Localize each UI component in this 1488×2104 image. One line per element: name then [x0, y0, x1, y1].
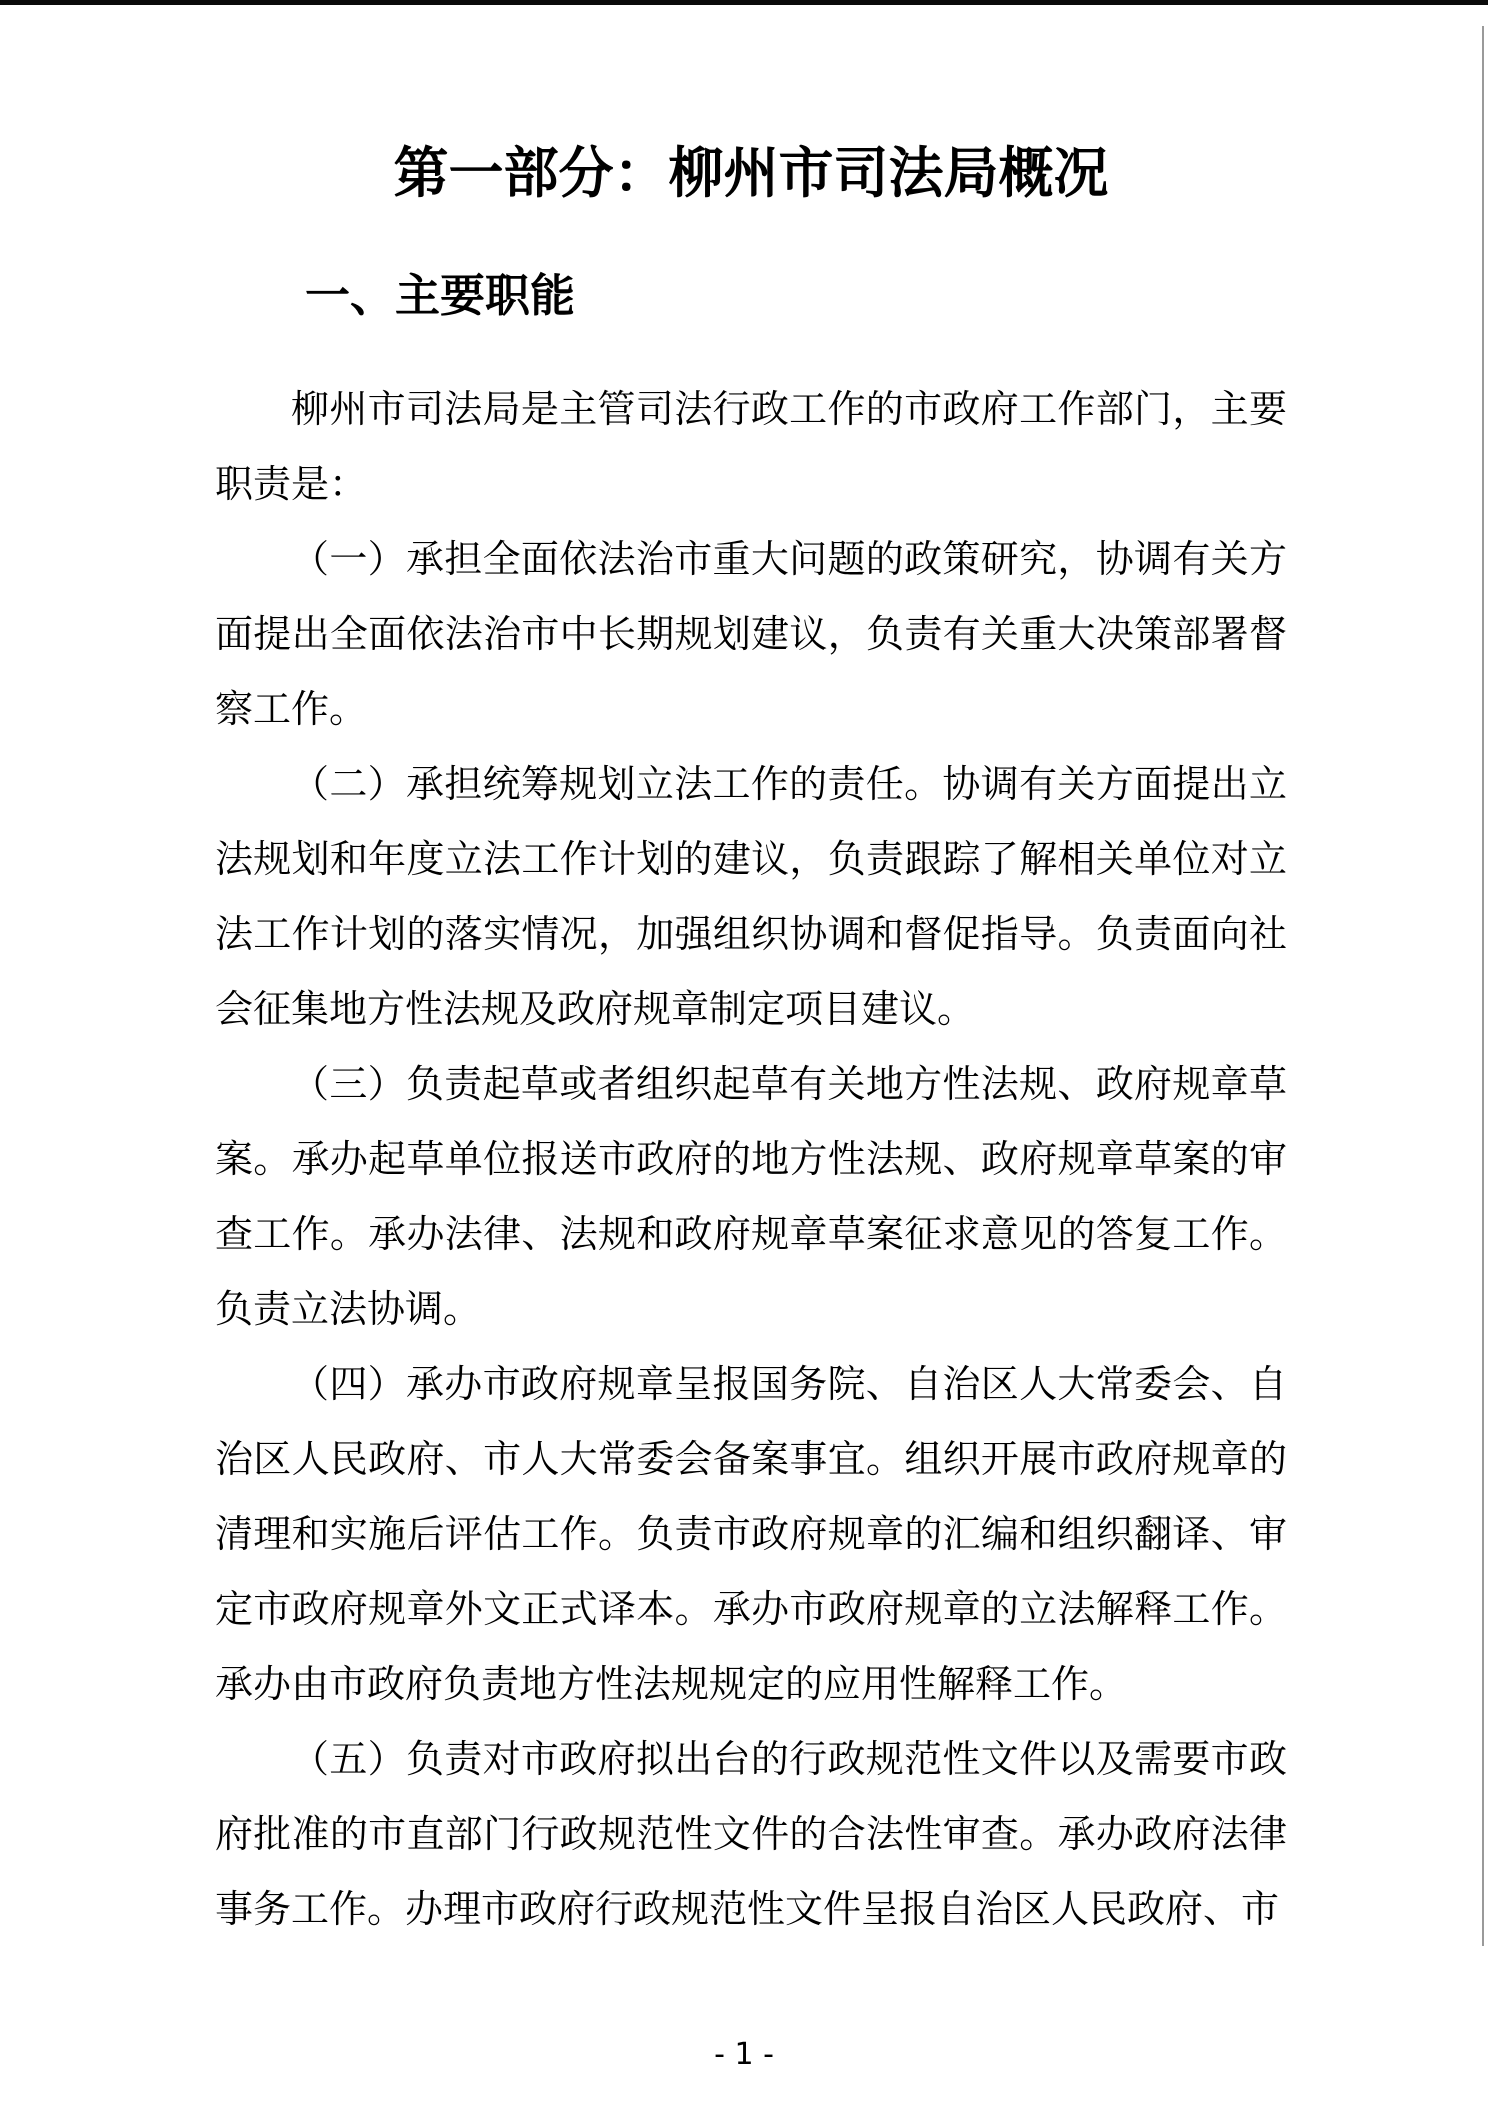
document-body [215, 372, 1287, 1947]
paragraph: 柳州市司法局是主管司法行政工作的市政府工作部门，主要职责是： [215, 387, 1287, 506]
paragraph: （五）负责对市政府拟出台的行政规范性文件以及需要市政府批准的市直部门行政规范性文件的合法性审查。承办政府法律事务工作。办理市政府行政规范性文件呈报自治区人民政府、市 [215, 1737, 1287, 1931]
page-number: - 1 - [714, 2037, 774, 2072]
paragraph: （二）承担统筹规划立法工作的责任。协调有关方面提出立法规划和年度立法工作计划的建议，负责跟踪了解相关单位对立法工作计划的落实情况，加强组织协调和督促指导。负责面向社会征集地方性法规及政府规章制定项目建议。 [215, 762, 1287, 1031]
paragraph: （四）承办市政府规章呈报国务院、自治区人大常委会、自治区人民政府、市人大常委会备案事宜。组织开展市政府规章的清理和实施后评估工作。负责市政府规章的汇编和组织翻译、审定市政府规章外文正式译本。承办市政府规章的立法解释工作。承办由市政府负责地方性法规规定的应用性解释工作。 [215, 1362, 1287, 1706]
paragraph: （三）负责起草或者组织起草有关地方性法规、政府规章草案。承办起草单位报送市政府的地方性法规、政府规章草案的审查工作。承办法律、法规和政府规章草案征求意见的答复工作。负责立法协调。 [215, 1062, 1287, 1331]
section-heading: 一、主要职能 [305, 269, 576, 322]
document-title: 第一部分：柳州市司法局概况 [393, 141, 1109, 205]
paragraph: （一）承担全面依法治市重大问题的政策研究，协调有关方面提出全面依法治市中长期规划建议，负责有关重大决策部署督察工作。 [215, 537, 1287, 731]
